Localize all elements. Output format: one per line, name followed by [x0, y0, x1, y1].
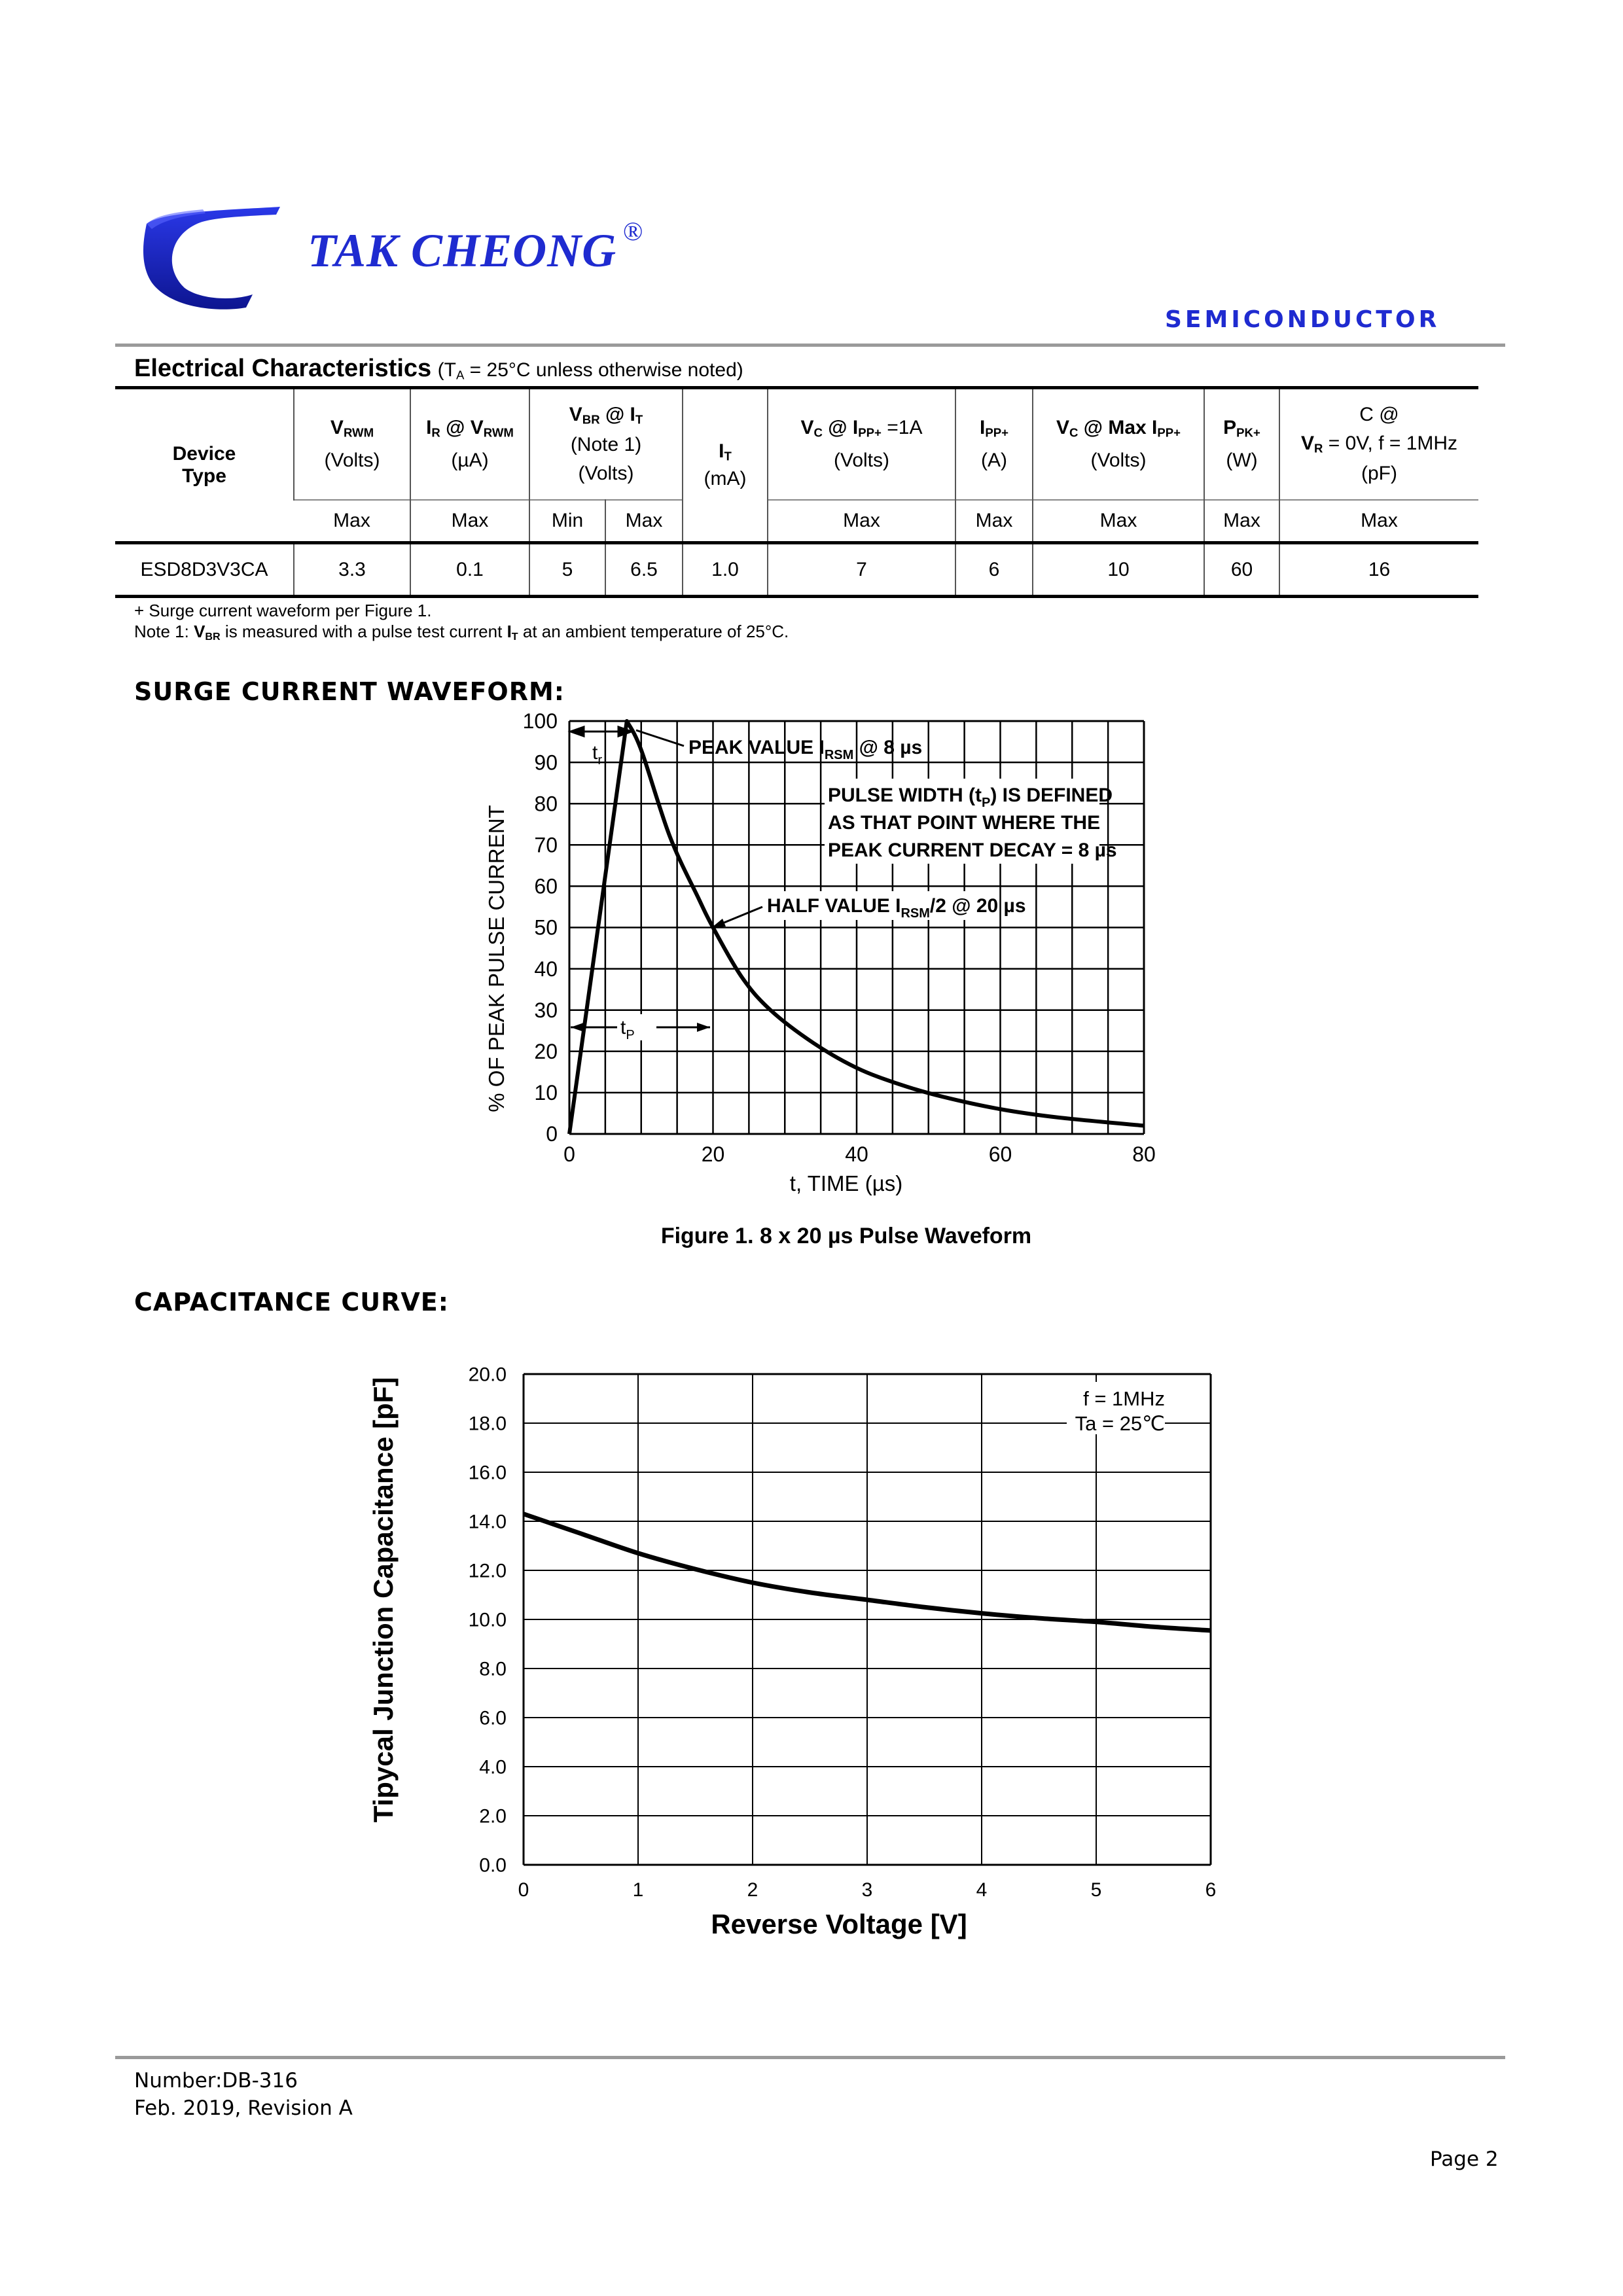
y-tick-label: 6.0	[479, 1707, 507, 1729]
doc-number: Number:DB-316	[134, 2069, 298, 2093]
y-tick-label: 100	[522, 709, 558, 733]
limit-cell: Max	[1033, 500, 1204, 542]
col-it: $I_T$ (mA)	[683, 388, 768, 543]
limit-cell: Min	[529, 500, 605, 542]
x-tick-label: 0	[563, 1142, 575, 1166]
col-vrwm: $V_{RWM}$ (Volts)	[294, 388, 410, 501]
cap-grid	[524, 1374, 1211, 1865]
surge-figure-caption: Figure 1. 8 x 20 µs Pulse Waveform	[660, 1224, 1032, 1248]
capacitance-chart	[353, 1335, 1270, 1976]
y-tick-label: 8.0	[479, 1658, 507, 1680]
svg-text:HALF VALUE IRSM/2 @ 20 µs: HALF VALUE $I_{RSM}/2$ @ 20 µs	[767, 895, 1026, 921]
division-label: SEMICONDUCTOR	[1165, 306, 1440, 333]
limit-cell: Max	[955, 500, 1033, 542]
company-name: TAK CHEONG	[308, 224, 617, 277]
half-value-annotation	[711, 891, 1026, 928]
x-tick-label: 20	[701, 1142, 725, 1166]
tr-label: $t_r$	[592, 742, 603, 768]
x-tick-label: 1	[632, 1879, 644, 1901]
limit-cell: Max	[1204, 500, 1279, 542]
value-cell: 3.3	[294, 543, 410, 597]
device-name-cell: ESD8D3V3CA	[140, 558, 268, 580]
value-cell: 60	[1204, 543, 1279, 597]
col-ir: $I_R$ @ $V_{RWM}$ (µA)	[410, 388, 529, 501]
x-tick-label: 5	[1090, 1879, 1102, 1901]
svg-text:PULSE WIDTH (tP) IS DEFINED: PULSE WIDTH $(t_P)$ IS DEFINED	[828, 785, 1113, 810]
cap-legend-freq: f = 1MHz	[1083, 1387, 1165, 1410]
surge-ylabel: % OF PEAK PULSE CURRENT	[484, 805, 508, 1112]
x-tick-label: 80	[1132, 1142, 1156, 1166]
value-cell: 5	[529, 543, 605, 597]
col-ipp: $I_{PP+}$ (A)	[955, 388, 1033, 501]
y-tick-label: 80	[534, 792, 558, 816]
doc-revision: Feb. 2019, Revision A	[134, 2096, 353, 2120]
table-row	[115, 543, 1478, 597]
col-vc-max: $V_C$ @ Max $I_{PP+}$ (Volts)	[1033, 388, 1204, 501]
limit-cell: Max	[768, 500, 955, 542]
electrical-title	[134, 355, 743, 383]
pulse-width-annotation	[825, 779, 1117, 864]
cap-legend-temp: Ta = 25℃	[1075, 1412, 1165, 1435]
y-tick-label: 70	[534, 833, 558, 857]
col-vbr: $V_{BR}$ @ $I_T$ (Note 1) (Volts)	[529, 388, 683, 501]
y-tick-label: 0.0	[479, 1854, 507, 1877]
value-cell: 6	[955, 543, 1033, 597]
y-tick-label: 50	[534, 915, 558, 940]
registered-mark: ®	[623, 217, 643, 246]
value-cell: 0.1	[410, 543, 529, 597]
note-surge: + Surge current waveform per Figure 1.	[134, 601, 432, 620]
y-tick-label: 4.0	[479, 1756, 507, 1778]
limit-cell: Max	[333, 510, 370, 532]
page-number: Page 2	[1430, 2147, 1499, 2171]
electrical-title-text: Electrical Characteristics	[134, 355, 432, 382]
x-tick-label: 60	[988, 1142, 1012, 1166]
y-tick-label: 20.0	[468, 1364, 507, 1386]
peak-annotation	[636, 730, 922, 762]
y-tick-label: 18.0	[468, 1413, 507, 1435]
value-cell: 1.0	[683, 543, 768, 597]
value-cell: 6.5	[605, 543, 683, 597]
x-tick-label: 4	[976, 1879, 988, 1901]
footer-divider	[115, 2056, 1505, 2059]
cap-ylabel: Tipycal Junction Capacitance [pF]	[368, 1377, 399, 1823]
y-tick-label: 10.0	[468, 1609, 507, 1631]
svg-text:AS THAT POINT WHERE THE: AS THAT POINT WHERE THE	[828, 812, 1101, 834]
header-divider	[115, 344, 1505, 347]
x-tick-label: 2	[747, 1879, 758, 1901]
y-tick-label: 10	[534, 1081, 558, 1105]
svg-text:tP: $t_P$	[620, 1017, 635, 1042]
col-ppk: $P_{PK+}$ (W)	[1204, 388, 1279, 501]
cap-xlabel: Reverse Voltage [V]	[711, 1909, 967, 1939]
tp-annotation	[571, 1014, 710, 1042]
capacitance-section-title: CAPACITANCE CURVE:	[134, 1288, 449, 1316]
col-device-type: Device Type	[115, 388, 294, 543]
svg-text:PEAK VALUE IRSM @ 8 µs: PEAK VALUE $I_{RSM}$ @ 8 µs	[688, 737, 923, 762]
limit-cell: Max	[410, 500, 529, 542]
y-tick-label: 14.0	[468, 1511, 507, 1533]
x-tick-label: 3	[861, 1879, 873, 1901]
y-tick-label: 20	[534, 1040, 558, 1063]
cap-ticks	[469, 1364, 1217, 1901]
value-cell: 7	[768, 543, 955, 597]
x-tick-label: 40	[845, 1142, 868, 1166]
y-tick-label: 16.0	[468, 1462, 507, 1484]
limit-cell: Max	[605, 500, 683, 542]
x-tick-label: 6	[1205, 1879, 1217, 1901]
surge-section-title: SURGE CURRENT WAVEFORM:	[134, 677, 565, 706]
surge-waveform-chart	[458, 707, 1178, 1263]
value-cell: 16	[1279, 543, 1478, 597]
y-tick-label: 30	[534, 998, 558, 1022]
company-logo	[137, 196, 287, 314]
svg-text:PEAK CURRENT DECAY = 8 µs: PEAK CURRENT DECAY = 8 µs	[828, 839, 1117, 861]
y-tick-label: 90	[534, 751, 558, 775]
y-tick-label: 0	[546, 1122, 558, 1146]
limit-cell: Max	[1279, 500, 1478, 542]
y-tick-label: 40	[534, 957, 558, 981]
col-capacitance: C @ $V_R = 0V$, f = 1MHz (pF)	[1279, 388, 1478, 501]
tr-annotation	[569, 727, 632, 1263]
x-tick-label: 0	[518, 1879, 529, 1901]
surge-xlabel: t, TIME (µs)	[789, 1171, 903, 1195]
electrical-conditions: ($T_A = 25^\circ C$ unless otherwise noted)	[437, 359, 743, 382]
electrical-table	[115, 386, 1478, 598]
col-vc-1a: $V_C$ @ $I_{PP+} =1A$ (Volts)	[768, 388, 955, 501]
note-1: Note 1: $V_{BR}$ is measured with a pulse test current $I_T$ at an ambient temperature of 25°C.	[134, 622, 789, 643]
y-tick-label: 2.0	[479, 1805, 507, 1828]
value-cell: 10	[1033, 543, 1204, 597]
y-tick-label: 12.0	[468, 1560, 507, 1582]
y-tick-label: 60	[534, 874, 558, 898]
